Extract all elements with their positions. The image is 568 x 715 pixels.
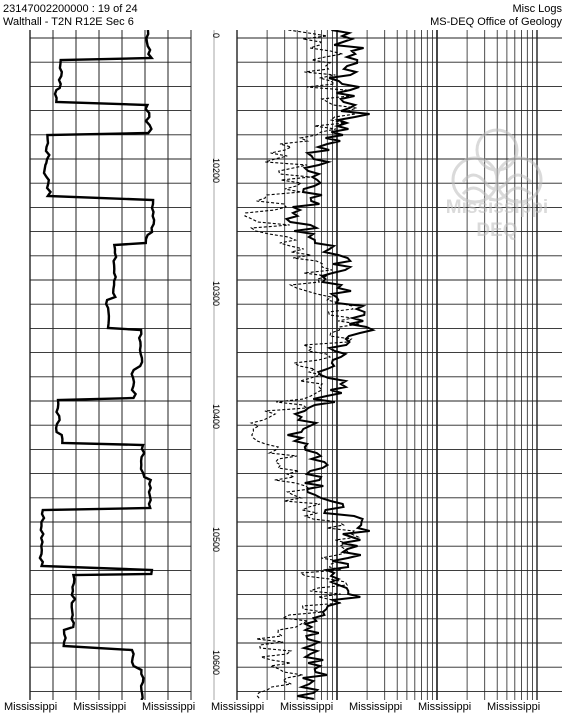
footer-word: Mississippi xyxy=(211,701,265,713)
log-type: Misc Logs xyxy=(512,3,562,15)
depth-label: 10500 xyxy=(211,527,221,553)
footer-word: Mississippi xyxy=(73,701,127,713)
watermark-line2: DEQ xyxy=(476,220,518,241)
footer-word: Mississippi xyxy=(280,701,334,713)
footer-watermark-row xyxy=(0,700,568,715)
well-location: Walthall - T2N R12E Sec 6 xyxy=(3,16,134,28)
watermark-line1: Mississippi xyxy=(445,197,549,218)
left-track-grid xyxy=(30,30,191,700)
well-log-image xyxy=(0,30,568,700)
sp-curve xyxy=(40,30,154,700)
depth-label: 10400 xyxy=(211,404,221,430)
depth-label: 10200 xyxy=(211,158,221,184)
footer-word: Mississippi xyxy=(487,701,541,713)
depth-label: 10600 xyxy=(211,650,221,676)
well-id-page: 23147002200000 : 19 of 24 xyxy=(3,3,138,15)
office-name: MS-DEQ Office of Geology xyxy=(430,16,562,28)
footer-word: Mississippi xyxy=(418,701,472,713)
depth-track xyxy=(211,30,221,700)
depth-label: 10300 xyxy=(211,281,221,307)
footer-word: Mississippi xyxy=(4,701,58,713)
right-track-grid xyxy=(237,30,562,700)
footer-word: Mississippi xyxy=(349,701,403,713)
depth-label: 0 xyxy=(211,33,221,39)
footer-word: Mississippi xyxy=(142,701,196,713)
